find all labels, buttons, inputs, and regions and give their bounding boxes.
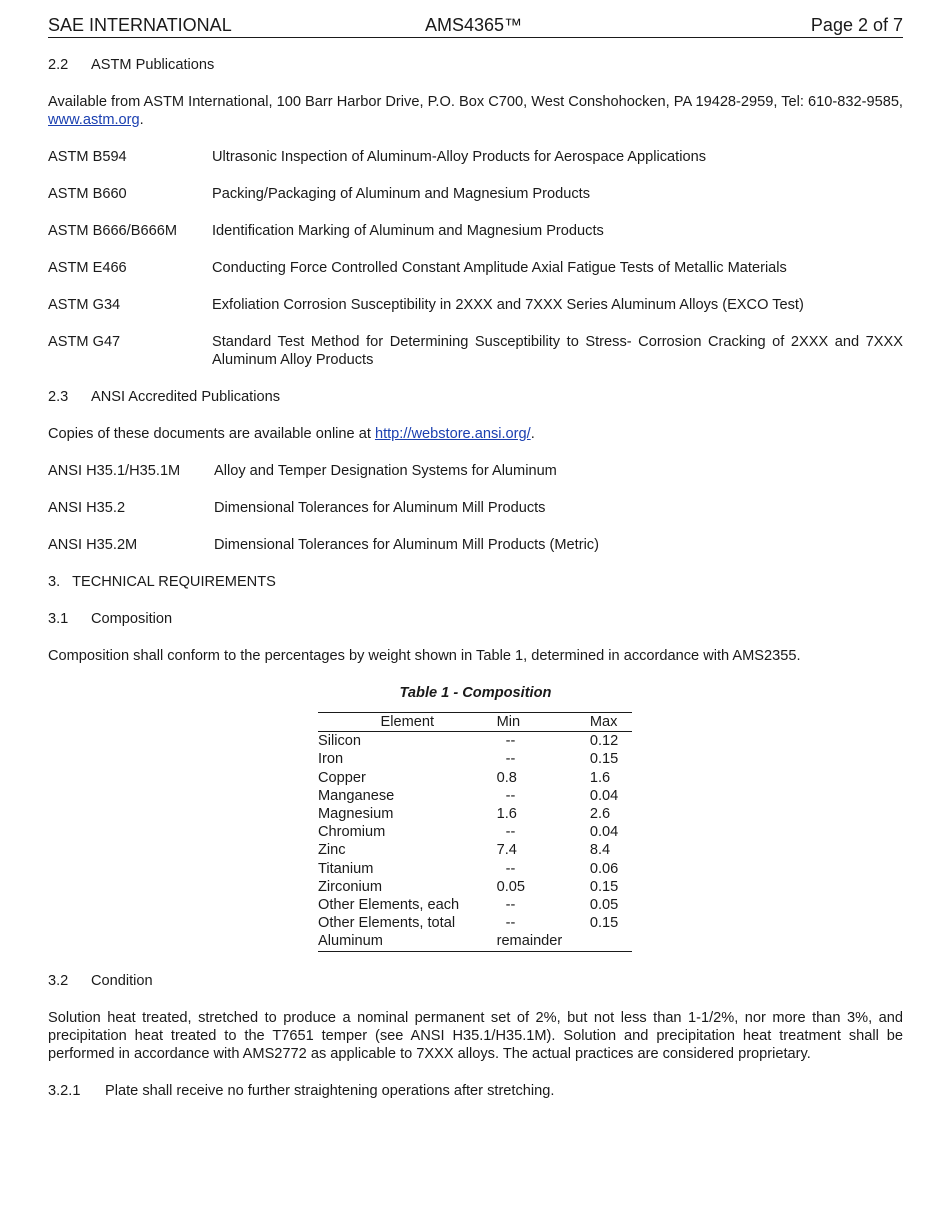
section-number: 2.2 xyxy=(48,57,69,73)
reference-code: ASTM B660 xyxy=(48,186,127,202)
cell-min: 0.8 xyxy=(496,769,517,786)
reference-title: Conducting Force Controlled Constant Amplitude Axial Fatigue Tests of Metallic Materials xyxy=(212,260,787,276)
column-header-min: Min xyxy=(497,713,590,732)
table-row xyxy=(318,878,632,896)
cell-min: -- xyxy=(505,915,516,932)
cell-element: Iron xyxy=(318,751,344,768)
reference-code: ASTM G47 xyxy=(48,334,121,350)
reference-title: Dimensional Tolerances for Aluminum Mill Products xyxy=(214,500,546,516)
cell-max: 0.06 xyxy=(589,860,619,877)
reference-row xyxy=(48,462,903,480)
cell-max: 1.6 xyxy=(589,769,611,786)
composition-text: Composition shall conform to the percentages by weight shown in Table 1, determined in accordance with AMS2355. xyxy=(48,648,801,664)
reference-code: ANSI H35.1/H35.1M xyxy=(48,463,181,479)
table-row xyxy=(318,896,632,914)
cell-min: -- xyxy=(505,824,516,841)
cell-min: 0.05 xyxy=(496,878,525,895)
section-title: Condition xyxy=(91,972,153,989)
table-header-row xyxy=(318,713,632,732)
cell-max: 0.12 xyxy=(589,733,619,750)
cell-min: -- xyxy=(505,751,516,768)
table-row xyxy=(318,750,632,768)
section-number: 3.1 xyxy=(48,611,69,627)
ansi-availability-text: Copies of these documents are available online at xyxy=(48,426,375,442)
cell-min: 1.6 xyxy=(496,806,517,823)
table-row xyxy=(318,732,632,751)
reference-code: ASTM B594 xyxy=(48,149,127,165)
cell-min: remainder xyxy=(497,932,590,951)
reference-code: ANSI H35.2 xyxy=(48,500,126,516)
cell-element: Other Elements, each xyxy=(318,897,460,914)
section-number: 2.3 xyxy=(48,389,69,405)
section-3-1-heading xyxy=(48,610,903,628)
cell-element: Other Elements, total xyxy=(318,915,456,932)
table-row xyxy=(318,860,632,878)
reference-title: Exfoliation Corrosion Susceptibility in 2XXX and 7XXX Series Aluminum Alloys (EXCO Test) xyxy=(212,297,804,313)
reference-title: Alloy and Temper Designation Systems for Aluminum xyxy=(214,463,557,479)
header-page-number: Page 2 of 7 xyxy=(810,15,903,35)
column-header-element: Element xyxy=(318,713,497,732)
reference-title: Ultrasonic Inspection of Aluminum-Alloy Products for Aerospace Applications xyxy=(212,149,706,165)
cell-max xyxy=(590,932,632,951)
reference-title: Standard Test Method for Determining Susceptibility to Stress- Corrosion Cracking of 2XXX and 7XXX Aluminum Alloy Products xyxy=(212,334,903,368)
reference-row xyxy=(48,148,903,166)
cell-max: 0.04 xyxy=(589,824,619,841)
section-2-2-heading xyxy=(48,56,903,74)
cell-min: -- xyxy=(505,787,516,804)
astm-availability-end: . xyxy=(139,112,144,128)
section-number: 3.2 xyxy=(48,972,69,989)
cell-max: 2.6 xyxy=(589,806,611,823)
section-title: ASTM Publications xyxy=(91,57,215,73)
cell-element: Zirconium xyxy=(318,878,383,895)
table-caption: Table 1 - Composition xyxy=(399,685,552,701)
cell-max: 0.04 xyxy=(589,787,619,804)
section-3-2-1 xyxy=(48,1082,903,1100)
reference-code: ASTM E466 xyxy=(48,260,127,276)
cell-min: -- xyxy=(505,897,516,914)
reference-row xyxy=(48,536,903,554)
condition-text: Solution heat treated, stretched to produce a nominal permanent set of 2%, but not less than 1-1/2%, nor more than 3%, and precipitation heat treated to the T7651 temper (see ANSI H35.1/H35.1M). Solution and precipitation heat treatment shall be performed in accordance with AMS2772 as applicable to 7XXX alloys. The actual practices are considered proprietary. xyxy=(48,1009,903,1062)
cell-max: 0.15 xyxy=(589,878,619,895)
section-text: Plate shall receive no further straightening operations after stretching. xyxy=(105,1082,555,1099)
ansi-availability-end: . xyxy=(530,426,535,442)
section-3-2-heading xyxy=(48,972,903,990)
cell-element: Chromium xyxy=(318,824,386,841)
document-page xyxy=(48,14,903,1100)
table-row xyxy=(318,914,632,932)
reference-row xyxy=(48,222,903,240)
ansi-link[interactable]: http://webstore.ansi.org/ xyxy=(374,426,531,442)
reference-row xyxy=(48,333,903,369)
table-row xyxy=(318,787,632,805)
header-org: SAE INTERNATIONAL xyxy=(48,15,232,35)
reference-row xyxy=(48,296,903,314)
section-title: Composition xyxy=(91,611,173,627)
cell-min: 7.4 xyxy=(496,842,517,859)
reference-code: ASTM B666/B666M xyxy=(48,223,177,239)
cell-min: -- xyxy=(505,733,516,750)
cell-element: Copper xyxy=(318,769,366,786)
reference-code: ANSI H35.2M xyxy=(48,537,138,553)
table-row xyxy=(318,805,632,823)
cell-element: Manganese xyxy=(318,787,395,804)
cell-element: Magnesium xyxy=(318,806,394,823)
composition-table xyxy=(318,712,632,952)
cell-min: -- xyxy=(505,860,516,877)
section-3-heading: 3. TECHNICAL REQUIREMENTS xyxy=(48,574,276,590)
table-row xyxy=(318,932,632,951)
section-title: ANSI Accredited Publications xyxy=(91,389,281,405)
cell-max: 0.15 xyxy=(589,751,619,768)
column-header-max: Max xyxy=(590,713,632,732)
table-row xyxy=(318,841,632,859)
cell-max: 0.05 xyxy=(589,897,619,914)
reference-title: Identification Marking of Aluminum and Magnesium Products xyxy=(212,223,604,239)
section-2-3-heading xyxy=(48,388,903,406)
reference-title: Dimensional Tolerances for Aluminum Mill Products (Metric) xyxy=(214,537,599,553)
ansi-availability xyxy=(48,425,903,443)
cell-max: 0.15 xyxy=(589,915,619,932)
reference-code: ASTM G34 xyxy=(48,297,121,313)
table-row xyxy=(318,823,632,841)
cell-max: 8.4 xyxy=(589,842,611,859)
cell-element: Zinc xyxy=(318,842,346,859)
cell-element: Titanium xyxy=(318,860,374,877)
cell-element: Silicon xyxy=(318,733,361,750)
reference-row xyxy=(48,185,903,203)
reference-row xyxy=(48,259,903,277)
section-number: 3.2.1 xyxy=(48,1082,81,1099)
cell-element: Aluminum xyxy=(318,932,497,951)
astm-link[interactable]: www.astm.org xyxy=(48,112,140,128)
reference-title: Packing/Packaging of Aluminum and Magnesium Products xyxy=(212,186,591,202)
page-header xyxy=(48,14,903,38)
header-doc-number: AMS4365™ xyxy=(425,15,523,35)
astm-availability xyxy=(48,93,903,129)
table-row xyxy=(318,769,632,787)
reference-row xyxy=(48,499,903,517)
astm-availability-text: Available from ASTM International, 100 Barr Harbor Drive, P.O. Box C700, West Conshohocken, PA 19428-2959, Tel: 610-832-9585, xyxy=(48,94,903,110)
